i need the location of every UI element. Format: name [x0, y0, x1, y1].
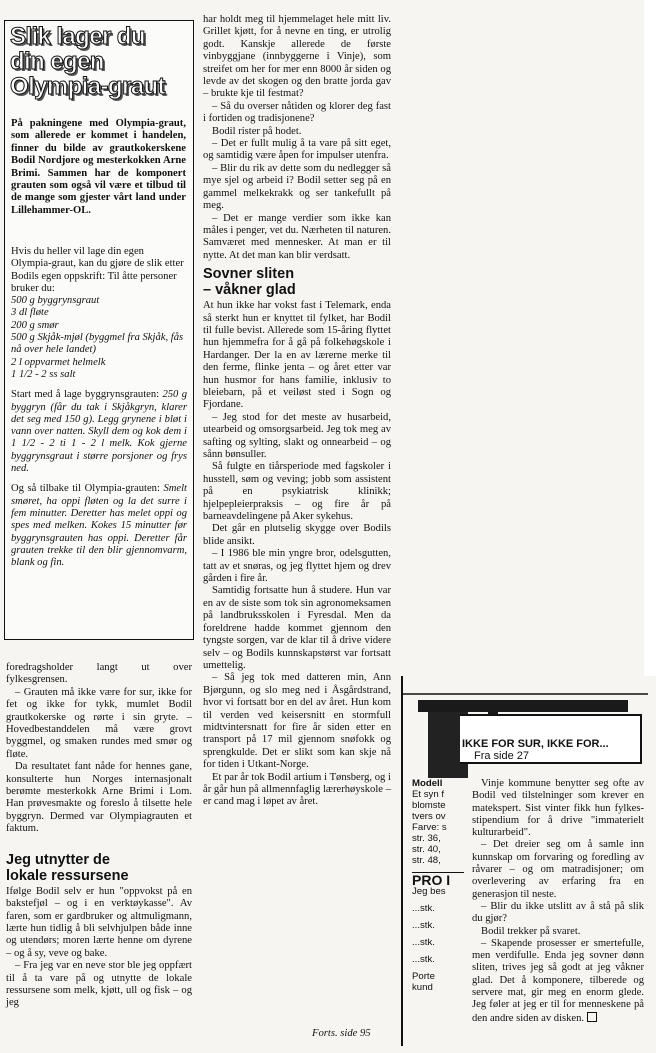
- paragraph: Ifølge Bodil selv er hun "oppvokst på en bakstefjøl – og i en verktøykasse". Av faren, som er gardbruker og altmuligmann, lærte hun tidlig å bli selvhjulpen både inne og utendørs; moren lærte henne om dyrene – og å sy, veve og bake.: [6, 885, 192, 959]
- ingredient: 200 g smør: [11, 319, 59, 331]
- paragraph-text: – Skapende prosesser er smertefulle, men verdifulle. Enda jeg sovner dønn sliten, trives jeg så godt at jeg våkner glad. Det å komponere, tilberede og servere mat, gir meg en enorm glede. Jeg føler at jeg er til for menneskene på den andre siden av disken.: [472, 937, 644, 1024]
- paragraph: – Blir du ikke utslitt av å stå på slik du gjør?: [472, 900, 644, 925]
- headline-line: din egen: [10, 48, 104, 75]
- strip-line: Jeg bes: [412, 886, 446, 897]
- strip-line: str. 48,: [412, 855, 441, 866]
- ingress: På pakningene med Olympia-graut, som allerede er kommet i handelen, finner du bilde av grautkokerskene Bodil Nordjore og mesterkokken Arne Brimi. Sammen har de komponert grauten som også vil være et tilbud til de mange som gjester vårt land under Lillehammer-OL.: [11, 118, 186, 216]
- continued-note: Forts. side 95: [312, 1028, 371, 1039]
- paragraph: Det går en plutselig skygge over Bodils blide ansikt.: [203, 523, 391, 547]
- paragraph: Så fulgte en tiårsperiode med fagskoler i husstell, søm og veving; jobb som assistent på en psykiatrisk klinikk; hjelpepleierpraksis – og fire år på barneavdelingene på Aker sykehus.: [203, 461, 391, 523]
- page-edge: [644, 0, 656, 676]
- paragraph: At hun ikke har vokst fast i Telemark, enda så sterkt hun er knyttet til fylket, har Bodil til fulle bevist. Allerede som 15-åring flyttet hun hjemmefra for å gå på folkehøgskole i Hardanger. Der la en av lærerne merke til den ferme, flinke jenta – og året etter var hun husmor for hans familie, inklusiv to bleiebarn, på et veiløst sted i Sogn og Fjordane.: [203, 300, 391, 411]
- paragraph: – Blir du rik av dette som du nedlegger så mye sjel og arbeid i? Bodil setter seg på en gammel melkekrakk og ser tankefullt på meg.: [203, 162, 391, 212]
- column-one: [6, 662, 192, 1010]
- paragraph: Bodil trekker på svaret.: [481, 925, 581, 937]
- paragraph: [472, 938, 644, 1025]
- paragraph: – Det er fullt mulig å ta vare på sitt eget, og samtidig være åpen for impulser utenfra.: [203, 138, 391, 162]
- strip-line: ...stk.: [412, 954, 435, 965]
- paragraph: – Grauten må ikke være for sur, ikke for fet og ikke for tykk, mumlet Bodil grautkokerske og rørte i sin gryte. – Hovedbestanddelen må være grovt byggmel, og smaken rundes med smør og fløte.: [6, 686, 192, 760]
- paragraph: – Det dreier seg om å samle inn kunnskap om forvaring og foredling av råvarer – og om matradisjoner; om overlevering av erfaring fra en generasjon til neste.: [472, 839, 644, 900]
- recipe: [11, 246, 187, 577]
- paragraph: foredragsholder langt ut over fylkesgrensen.: [6, 662, 192, 686]
- paragraph: Et par år tok Bodil artium i Tønsberg, og i år går hun på allmennfaglig lærerhøyskole – er cand mag i løpet av året.: [203, 771, 391, 808]
- strip-line: Modell: [412, 778, 443, 789]
- photo-shadow: [418, 700, 628, 712]
- sidebar-title: IKKE FOR SUR, IKKE FOR...: [462, 738, 609, 750]
- ingredient: 500 g byggrynsgraut: [11, 295, 100, 307]
- strip-line: tvers ov: [412, 811, 446, 822]
- strip-line: ...stk.: [412, 937, 435, 948]
- ingredient: 3 dl fløte: [11, 307, 49, 319]
- paragraph: – Så jeg tok med datteren min, Ann Bjørgunn, og slo meg ned i Åsgårdstrand, hvor vi fortsatt bor en del av året. Hun kom til verden ved keisersnitt en stormfull midtvintersnatt for fire år siden etter en transport på 17 mil gjennom snøfokk og sprengkulde. Det er slikt som kan skje nå for tiden i Utkant-Norge.: [203, 672, 391, 771]
- strip-line: str. 36,: [412, 833, 441, 844]
- paragraph: Bodil rister på hodet.: [212, 125, 302, 137]
- paragraph: – Jeg stod for det meste av husarbeid, utearbeid og omsorgsarbeid. Jeg tok meg av safting og sylting, slakt og onnearbeid – og sånn bønsuller.: [203, 411, 391, 460]
- paragraph: Samtidig fortsatte hun å studere. Hun var en av de siste som tok sin agronomeksamen på landbruksskolen i Fyresdal. Men da foreldrene hadde kommet gjennom den tyngste sorgen, var de klar til å drive videre selv – og Bodils kunnskapstørst var fortsatt umettelig.: [203, 585, 391, 671]
- strip-line: blomste: [412, 800, 446, 811]
- headline: [10, 24, 196, 99]
- subheading-line: Sovner sliten: [203, 266, 295, 283]
- ingredient: 1 1/2 - 2 ss salt: [11, 368, 76, 380]
- step-one-lead: Start med å lage byggrynsgrauten:: [11, 389, 163, 401]
- sidebar-subtitle: Fra side 27: [474, 750, 530, 762]
- headline-line: Olympia-graut: [10, 73, 165, 100]
- strip-line: ...stk.: [412, 920, 435, 931]
- subheading-line: – våkner glad: [203, 282, 296, 299]
- paragraph: Da resultatet fant nåde for hennes gane, konsulterte hun Norges internasjonalt berømte mesterkokk Arne Brimi i Lom. Han prøvesmakte og foreslo å tilsette hele byggryn. Dermed var Olympiagrauten et faktum.: [6, 761, 192, 835]
- paragraph: – I 1986 ble min yngre bror, odelsgutten, tatt av et snøras, og jeg flyttet hjem og drev gården i fire år.: [203, 548, 391, 585]
- ingredient: 500 g Skjåk-mjøl (byggmel fra Skjåk, fås nå over hele landet): [11, 332, 184, 356]
- step-one-text: 250 g byggryn (får du tak i Skjåkgryn, klarer det seg med 150 g). Legg grynene i bløt i vann over natten. Skyll dem og kok dem i 1 1/2 - 2 ti 1 - 2 l melk. Kok gjerne byggrynsgraut i større porsjoner og frys ned.: [11, 389, 187, 475]
- strip-line: ...stk.: [412, 903, 435, 914]
- strip-line: kund: [412, 982, 433, 993]
- paragraph: – Det er mange verdier som ikke kan måles i penger, vet du. Nærheten til naturen. Samværet med mennesker. At man er til nytte. At det man kan blir verdsatt.: [203, 212, 391, 261]
- paragraph: – Så du overser nåtiden og klorer deg fast i fortiden og tradisjonene?: [203, 100, 391, 125]
- headline-line: Slik lager du: [10, 23, 145, 50]
- strip-line: Porte: [412, 971, 435, 982]
- order-form-strip: [412, 778, 464, 993]
- end-mark-icon: [587, 1012, 597, 1022]
- sidebar-text: [472, 778, 644, 1025]
- strip-line: str. 40,: [412, 844, 441, 855]
- subheading-line: lokale ressursene: [6, 867, 129, 884]
- subheading-line: Jeg utnytter de: [6, 851, 110, 868]
- recipe-persons: Til åtte personer bruker du:: [11, 270, 177, 294]
- paragraph: Vinje kommune benytter seg ofte av Bodil ved tilstelninger som krever en matekspert. Sist vinter fikk hun fylkes-stipendium for å drive "immaterielt kulturarbeid".: [472, 778, 644, 839]
- step-two-text: Smelt smøret, ha oppi fløten og la det surre i fem minutter. Deretter has melet oppi og spes med melken. Kokes 15 minutter før byggrynsgrauten has oppi. Deretter får grauten trekke til den blir gjennomvarm, blank og fin.: [11, 483, 187, 569]
- subheading: [203, 266, 391, 298]
- paragraph: – Fra jeg var en neve stor ble jeg oppfært til å ta vare på og utnytte de lokale ressursene som melk, kjøtt, ull og fisk – og jeg: [6, 960, 192, 1009]
- strip-line: Farve: s: [412, 822, 447, 833]
- column-two: [203, 14, 391, 809]
- subheading: [6, 852, 192, 884]
- strip-line: Et syn f: [412, 789, 444, 800]
- strip-heading: PRO I: [412, 872, 464, 886]
- step-two-lead: Og så tilbake til Olympia-grauten:: [11, 483, 164, 495]
- paragraph: har holdt meg til hjemmelaget hele mitt liv. Grillet kjøtt, for å nevne en ting, er utrolig godt. Kanskje allerede de første vinbyggjane (innbyggerne i Vinje), som streifet om her for mer enn 8000 år siden og levde av det skogen og den bratte jorda gav – brukte kje til festmat?: [203, 14, 391, 100]
- recipe-intro: Hvis du heller vil lage din egen Olympia-graut, kan du gjøre de slik etter Bodils egen oppskrift:: [11, 246, 184, 282]
- ingredient: 2 l oppvarmet helmelk: [11, 356, 106, 368]
